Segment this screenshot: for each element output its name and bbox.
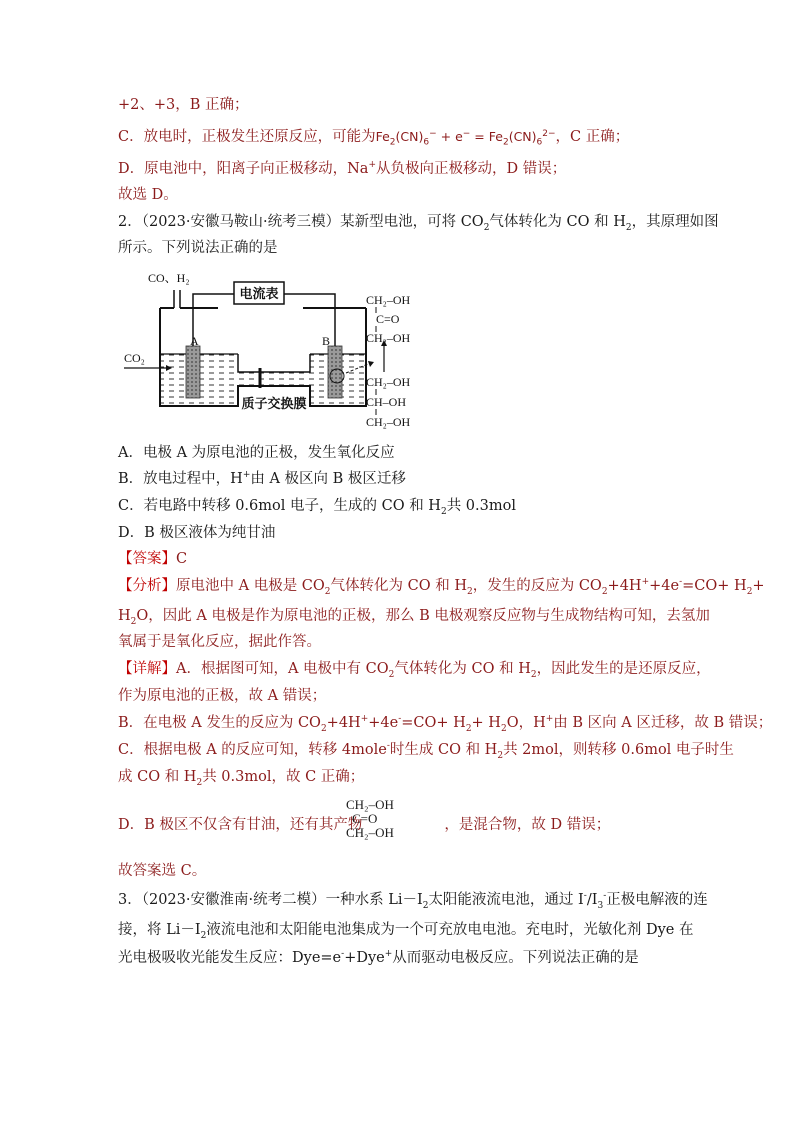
superscript: 2−: [542, 128, 556, 139]
subscript: 2: [502, 137, 509, 148]
electrode-a-label: A: [190, 334, 199, 348]
text: 气体转化为 CO 和 H: [330, 578, 467, 594]
gas-out-label: CO、H₂: [148, 271, 190, 285]
text: +2、+3，B 正确；: [118, 97, 249, 113]
text: O，H: [506, 715, 546, 731]
text: +4e: [368, 715, 399, 731]
superscript: -: [341, 949, 345, 960]
text-line: [118, 185, 178, 205]
superscript: −: [429, 128, 437, 139]
text: 共 0.3mol: [446, 498, 516, 514]
superscript: +: [545, 714, 554, 725]
text: 原电池中 A 电极是 CO: [176, 578, 325, 594]
superscript: +: [368, 160, 377, 171]
top-mol-line: C=O: [376, 312, 400, 326]
text: 接，将 Li－I: [118, 922, 201, 938]
superscript: -: [386, 741, 390, 752]
text: 从而驱动电极反应。下列说法正确的是: [392, 950, 639, 966]
subscript: 2: [422, 900, 429, 911]
text: D．B 极区不仅含有甘油，还有其产物: [118, 817, 363, 833]
analysis-tag: 【分析】: [118, 578, 176, 594]
detail-line: [118, 713, 772, 733]
subscript: 2: [500, 723, 507, 734]
text: 2．（2023·安徽马鞍山·统考三模）某新型电池，可将 CO: [118, 214, 484, 230]
text: 由 B 区向 A 区迁移，故 B 错误；: [553, 715, 773, 731]
text: +: [752, 578, 765, 594]
superscript: -: [583, 891, 587, 902]
subscript: 6: [423, 137, 430, 148]
text: D．原电池中，阳离子向正极移动，Na: [118, 161, 369, 177]
question-3-stem: [118, 890, 708, 910]
subscript: 2: [196, 777, 203, 788]
text: 光电极吸收光能发生反应：Dye=e: [118, 950, 342, 966]
text: B．在电极 A 发生的反应为 CO: [118, 715, 321, 731]
bot-mol-line: CH₂–OH: [366, 375, 411, 389]
text: 故答案选 C。: [118, 863, 207, 879]
text-line: [118, 127, 629, 147]
answer-tag: 【答案】: [118, 551, 176, 567]
text: +4H: [326, 715, 361, 731]
detail-line: [118, 861, 206, 881]
top-mol-line: CH₂–OH: [366, 331, 411, 345]
text: 故选 D。: [118, 187, 178, 203]
text-line: [118, 95, 249, 115]
text: = Fe: [470, 129, 503, 144]
text: =CO+ H: [401, 715, 466, 731]
question-3-stem: [118, 948, 639, 968]
electrode-b-label: B: [322, 334, 331, 348]
option-d: [118, 523, 275, 543]
subscript: 2: [497, 750, 504, 761]
subscript: 2: [530, 669, 537, 680]
superscript: −: [462, 128, 471, 139]
text: 气体转化为 CO 和 H: [489, 214, 626, 230]
subscript: 2: [388, 669, 395, 680]
text: ，发生的反应为 CO: [472, 578, 602, 594]
subscript: 3: [597, 900, 604, 911]
superscript: +: [384, 949, 393, 960]
question-2-stem: [118, 212, 719, 232]
mol-line: CH₂–OH: [346, 825, 394, 840]
text: 3．（2023·安徽淮南·统考二模）一种水系 Li－I: [118, 892, 423, 908]
detail-line: [118, 659, 711, 679]
text: 时生成 CO 和 H: [389, 742, 498, 758]
option-c: [118, 496, 516, 516]
text: +4H: [607, 578, 642, 594]
formula: [375, 128, 556, 148]
superscript: -: [679, 577, 683, 588]
text: 共 0.3mol，故 C 正确；: [202, 769, 365, 785]
text: B．放电过程中，H: [118, 471, 243, 487]
superscript: +: [360, 714, 369, 725]
text: +Dye: [344, 950, 385, 966]
text: A．根据图可知，A 电极中有 CO: [176, 661, 389, 677]
text: C．若电路中转移 0.6mol 电子，生成的 CO 和 H: [118, 498, 441, 514]
subscript: 2: [130, 616, 137, 627]
option-b: [118, 469, 406, 489]
subscript: 2: [465, 723, 472, 734]
mol-line: C=O: [352, 811, 378, 826]
bot-mol-line: CH₂–OH: [366, 415, 411, 429]
detail-tag: 【详解】: [118, 661, 176, 677]
question-3-stem: [118, 920, 693, 940]
detail-line: [118, 740, 734, 760]
text: /I: [586, 892, 598, 908]
text: + e: [436, 129, 463, 144]
text: =CO+ H: [682, 578, 747, 594]
text: C．放电时，正极发生还原反应，可能为: [118, 129, 376, 145]
subscript: 2: [625, 222, 632, 233]
detail-line: [118, 686, 326, 706]
analysis-line: [118, 576, 765, 596]
inline-molecule: [346, 798, 394, 840]
text: 液流电池和太阳能电池集成为一个可充放电电池。充电时，光敏化剂 Dye 在: [206, 922, 694, 938]
subscript: 6: [536, 137, 543, 148]
answer-line: [118, 549, 187, 569]
co2-in-label: CO₂: [124, 351, 145, 365]
text: 所示。下列说法正确的是: [118, 240, 278, 256]
text: 由 A 极区向 B 极区迁移: [250, 471, 406, 487]
text-line: [118, 159, 566, 179]
detail-line: [118, 767, 364, 787]
superscript: +: [641, 577, 650, 588]
text: 共 2mol，则转移 0.6mol 电子时生: [503, 742, 734, 758]
mol-line: CH₂–OH: [346, 797, 394, 812]
analysis-line: [118, 606, 710, 626]
option-a: [118, 443, 395, 463]
text: 作为原电池的正极，故 A 错误；: [118, 688, 327, 704]
text: D．B 极区液体为纯甘油: [118, 525, 276, 541]
subscript: 2: [320, 723, 327, 734]
text: H: [118, 608, 131, 624]
text: 成 CO 和 H: [118, 769, 197, 785]
text: O，因此 A 电极是作为原电池的正极，那么 B 电极观察反应物与生成物结构可知，去氢加: [136, 608, 710, 624]
superscript: +: [242, 470, 251, 481]
subscript: 2: [601, 586, 608, 597]
subscript: 2: [440, 506, 447, 517]
text: ，因此发生的是还原反应，: [536, 661, 711, 677]
top-mol-line: CH₂–OH: [366, 293, 411, 307]
ammeter-label: 电流表: [239, 287, 279, 302]
subscript: 2: [200, 930, 207, 941]
text: (CN): [508, 129, 537, 144]
text: 从负极向正极移动，D 错误；: [376, 161, 567, 177]
electrolysis-diagram: [118, 268, 428, 433]
text: + H: [471, 715, 501, 731]
analysis-line: [118, 632, 321, 652]
text: ，是混合物，故 D 错误；: [444, 817, 611, 833]
subscript: 2: [466, 586, 473, 597]
subscript: 2: [389, 137, 396, 148]
subscript: 2: [324, 586, 331, 597]
text: 氧属于是氧化反应，据此作答。: [118, 634, 321, 650]
text: 气体转化为 CO 和 H: [394, 661, 531, 677]
text: (CN): [395, 129, 424, 144]
text: 太阳能液流电池，通过 I: [428, 892, 584, 908]
text: Fe: [375, 129, 390, 144]
subscript: 2: [483, 222, 490, 233]
bot-mol-line: CH–OH: [366, 395, 407, 409]
subscript: 2: [746, 586, 753, 597]
text: A．电极 A 为原电池的正极，发生氧化反应: [118, 445, 395, 461]
text: ，其原理如图: [631, 214, 719, 230]
superscript: -: [603, 891, 607, 902]
membrane-label: 质子交换膜: [241, 397, 307, 412]
text: ，C 正确；: [555, 129, 630, 145]
question-2-stem-cont: [118, 238, 278, 258]
text: C．根据电极 A 的反应可知，转移 4mole: [118, 742, 387, 758]
text: 正极电解液的连: [606, 892, 708, 908]
answer-value: C: [176, 551, 188, 567]
superscript: -: [398, 714, 402, 725]
text: +4e: [649, 578, 680, 594]
